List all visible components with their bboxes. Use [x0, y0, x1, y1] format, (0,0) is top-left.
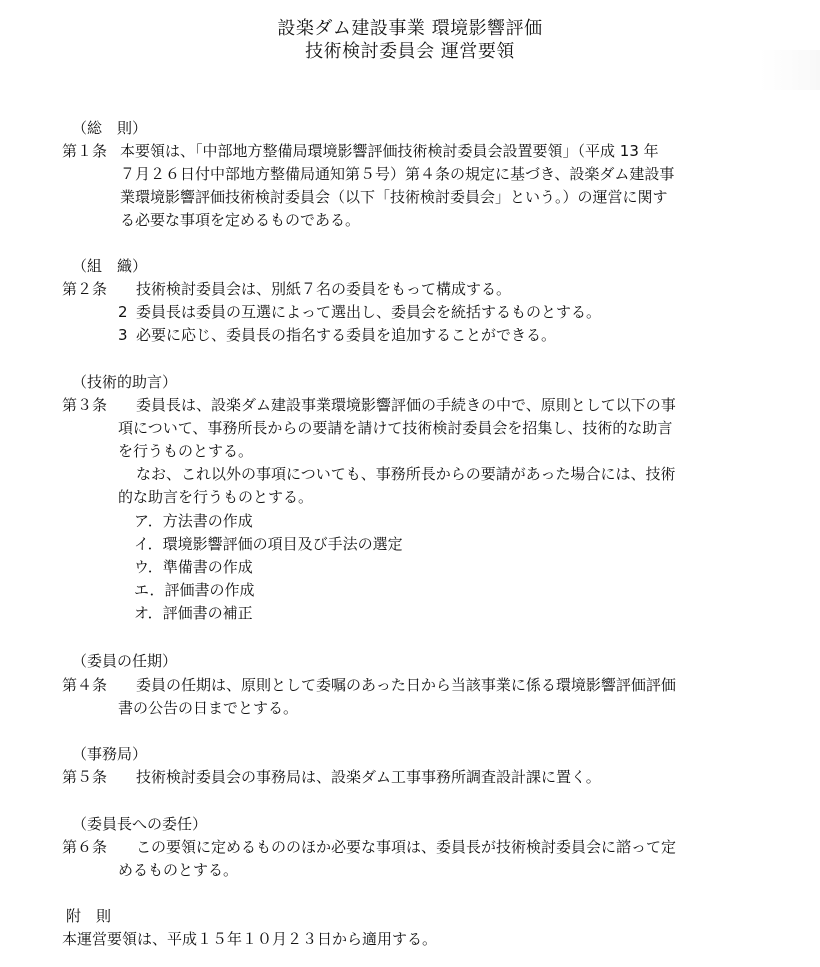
article-label-3: 第３条 [62, 396, 108, 414]
article-1-line-3: 業環境影響評価技術検討委員会（以下「技術検討委員会」という。）の運営に関す [120, 188, 668, 206]
section-heading-delegation: （委員長への委任） [72, 815, 208, 833]
document-title-line1: 設楽ダム建設事業 環境影響評価 [277, 18, 543, 39]
section-heading-general: （総 則） [72, 119, 148, 137]
article-3-line-3: を行うものとする。 [118, 442, 254, 460]
article-3-item-u: ウ．準備書の作成 [134, 558, 253, 576]
article-label-1: 第１条 [62, 142, 108, 160]
article-3-line-4: なお、これ以外の事項についても、事務所長からの要請があった場合には、技術 [136, 465, 676, 483]
article-2-item-3: 必要に応じ、委員長の指名する委員を追加することができる。 [136, 326, 557, 344]
article-1-line-1: 本要領は、「中部地方整備局環境影響評価技術検討委員会設置要領」（平成 13 年 [120, 142, 659, 160]
article-2-item-2-number: 2 [118, 303, 128, 321]
article-6-line-2: めるものとする。 [118, 861, 239, 879]
article-3-item-e: エ．評価書の作成 [134, 581, 255, 599]
article-3-item-a: ア．方法書の作成 [134, 512, 253, 530]
section-heading-advice: （技術的助言） [72, 373, 178, 391]
article-label-6: 第６条 [62, 838, 108, 856]
article-3-item-o: オ．評価書の補正 [134, 604, 253, 622]
section-heading-secretariat: （事務局） [72, 745, 148, 763]
article-3-line-5: 的な助言を行うものとする。 [118, 488, 314, 506]
section-heading-organization: （組 織） [72, 257, 148, 275]
article-3-line-1: 委員長は、設楽ダム建設事業環境影響評価の手続きの中で、原則として以下の事 [136, 396, 676, 414]
article-1-line-4: る必要な事項を定めるものである。 [120, 211, 361, 229]
article-4-line-2: 書の公告の日までとする。 [118, 699, 299, 717]
section-heading-term: （委員の任期） [72, 652, 178, 670]
article-4-line-1: 委員の任期は、原則として委嘱のあった日から当該事業に係る環境影響評価評価 [136, 676, 676, 694]
article-label-4: 第４条 [62, 676, 108, 694]
article-5-line-1: 技術検討委員会の事務局は、設楽ダム工事事務所調査設計課に置く。 [136, 768, 601, 786]
article-label-2: 第２条 [62, 280, 108, 298]
article-2-item-2: 委員長は委員の互選によって選出し、委員会を統括するものとする。 [136, 303, 602, 321]
section-heading-supplementary: 附 則 [66, 907, 112, 925]
article-2-line-1: 技術検討委員会は、別紙７名の委員をもって構成する。 [136, 280, 512, 298]
supplementary-line-1: 本運営要領は、平成１５年１０月２３日から適用する。 [62, 930, 438, 948]
article-6-line-1: この要領に定めるもののほか必要な事項は、委員長が技術検討委員会に諮って定 [136, 838, 677, 856]
article-3-item-i: イ．環境影響評価の項目及び手法の選定 [134, 535, 403, 553]
article-3-line-2: 項について、事務所長からの要請を請けて技術検討委員会を招集し、技術的な助言 [118, 419, 673, 437]
document-title-line2: 技術検討委員会 運営要領 [305, 41, 515, 62]
article-2-item-3-number: 3 [118, 326, 128, 344]
article-label-5: 第５条 [62, 768, 108, 786]
article-1-line-2: ７月２６日付中部地方整備局通知第５号）第４条の規定に基づき、設楽ダム建設事 [120, 165, 675, 183]
